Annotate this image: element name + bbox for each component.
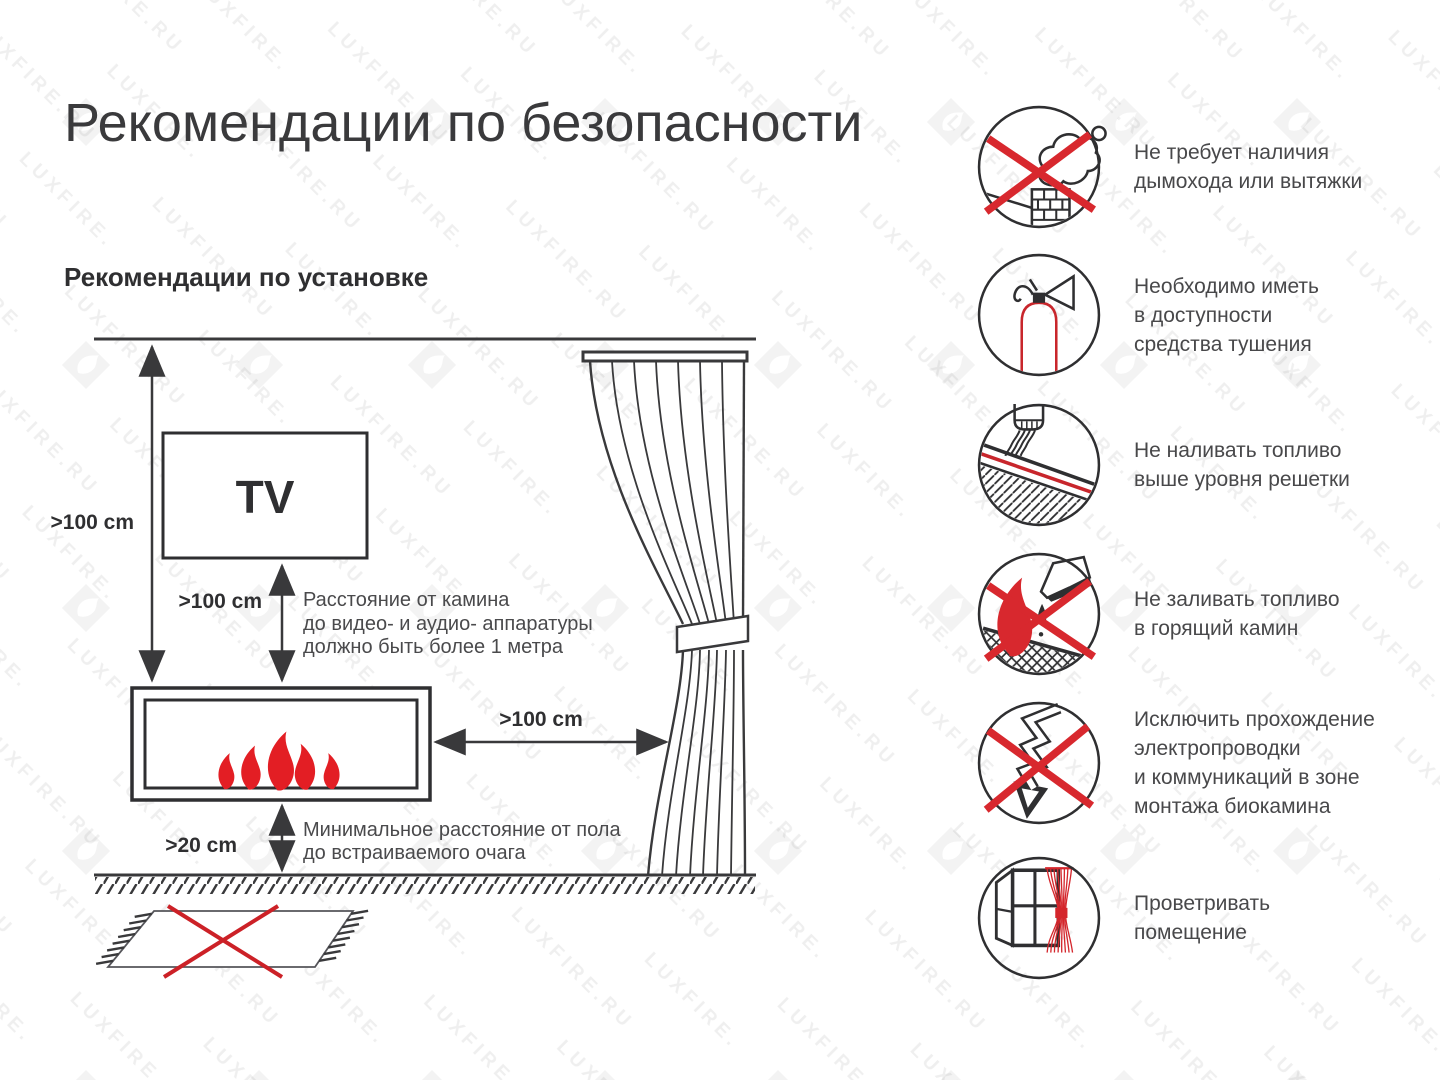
tv-label: TV bbox=[235, 471, 295, 523]
fire-extinguisher-icon bbox=[976, 252, 1102, 378]
ceiling-distance-label: >100 cm bbox=[50, 511, 134, 534]
open-window bbox=[996, 870, 1058, 945]
svg-text:Минимальное расстояние от пола: Минимальное расстояние от пола bbox=[303, 819, 621, 841]
svg-text:Расстояние от камина: Расстояние от камина bbox=[303, 589, 510, 611]
curtain-folds-lower bbox=[648, 650, 745, 876]
safety-item-no-wiring bbox=[976, 700, 1426, 826]
floor-hatching bbox=[95, 877, 755, 894]
safety-item-text: Не требует наличия дымохода или вытяжки bbox=[1134, 141, 1363, 193]
extinguisher-hose bbox=[1014, 286, 1032, 301]
safety-item-text: Не заливать топливо в горящий камин bbox=[1134, 588, 1340, 640]
floor-distance-annotation bbox=[303, 819, 621, 864]
safety-item-no-refuel bbox=[976, 551, 1426, 677]
safety-item-text: Не наливать топливо выше уровня решетки bbox=[1134, 439, 1350, 491]
no-wiring-icon bbox=[976, 700, 1102, 826]
curtain-tie bbox=[677, 616, 748, 652]
ventilate-icon bbox=[976, 855, 1102, 981]
no-chimney-icon bbox=[976, 104, 1102, 230]
curtain-tie bbox=[1055, 908, 1067, 918]
svg-text:до видео- и аудио- аппаратуры: до видео- и аудио- аппаратуры bbox=[303, 613, 593, 635]
svg-text:должно быть более 1 метра: должно быть более 1 метра bbox=[303, 636, 563, 658]
safety-item-text: Проветривать помещение bbox=[1134, 892, 1271, 944]
safety-item-extinguisher bbox=[976, 252, 1426, 378]
safety-item-no-chimney bbox=[976, 104, 1426, 230]
extinguisher-body bbox=[1022, 303, 1057, 378]
fireplace bbox=[132, 688, 430, 800]
section-title: Рекомендации по установке bbox=[64, 262, 429, 292]
fuel-streams bbox=[1005, 430, 1034, 455]
safety-item-ventilate bbox=[976, 855, 1426, 981]
svg-text:до встраиваемого очага: до встраиваемого очага bbox=[303, 842, 526, 864]
curtain bbox=[583, 352, 748, 876]
safety-item-text: Исключить прохождение электропроводки и коммуникаций в зоне монтажа биокамина bbox=[1134, 708, 1375, 818]
safety-item-fuel-level bbox=[976, 402, 1426, 528]
curtain-distance-label: >100 cm bbox=[499, 708, 583, 731]
page-title: Рекомендации по безопасности bbox=[64, 93, 863, 153]
fuel-level-icon bbox=[976, 402, 1102, 528]
no-refuel-burning-icon bbox=[976, 551, 1102, 677]
tv-distance-label: >100 cm bbox=[178, 590, 262, 613]
curtain-folds-upper bbox=[590, 361, 744, 624]
rug bbox=[96, 906, 368, 977]
floor-distance-label: >20 cm bbox=[165, 834, 237, 857]
safety-item-text: Необходимо иметь в доступности средства тушения bbox=[1134, 274, 1319, 356]
tv-distance-annotation bbox=[303, 589, 593, 658]
curtain-rod bbox=[583, 352, 747, 361]
